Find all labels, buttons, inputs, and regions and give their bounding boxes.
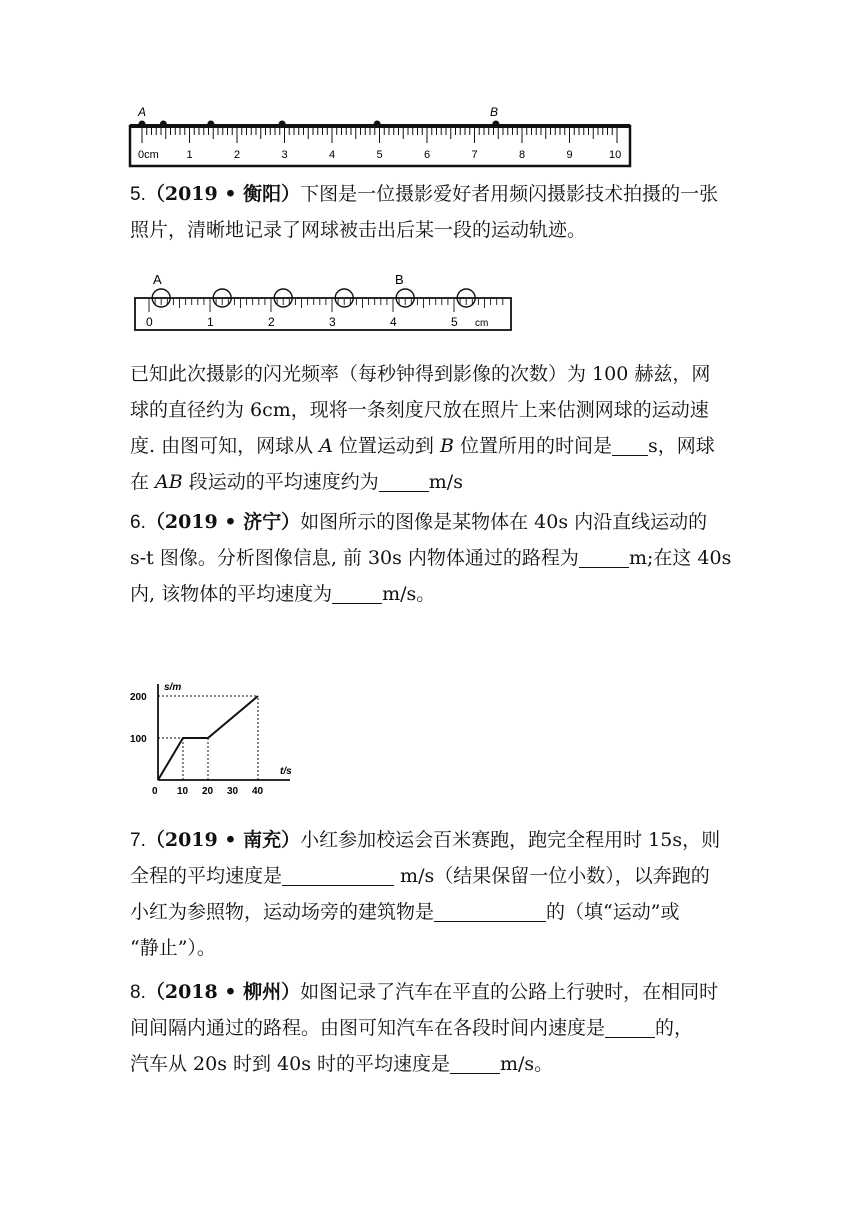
s-t-graph [128, 676, 308, 796]
ball-dot [207, 121, 214, 128]
question-6-line-3: 内, 该物体的平均速度为 m/s。 [130, 583, 436, 605]
ruler-tick-label: 4 [329, 149, 336, 161]
tennis-ball-ruler-figure [125, 268, 525, 340]
question-8-line-3: 汽车从 20s 时到 40s 时的平均速度是 m/s。 [130, 1053, 554, 1075]
x-tick-label: 10 [177, 786, 189, 796]
ball-dot [492, 121, 499, 128]
question-5-text: 下图是一位摄影爱好者用频闪摄影技术拍摄的一张 [300, 183, 719, 205]
ball-dot [374, 121, 381, 128]
answer-blank-avg-speed-7[interactable] [282, 865, 394, 886]
question-7-line-2: 全程的平均速度是 m/s（结果保留一位小数），以奔跑的 [130, 865, 710, 887]
question-8-number: 8. [130, 982, 146, 1003]
question-7-line-4: “静止”）。 [130, 937, 216, 959]
ruler-tick-label: 2 [268, 315, 275, 329]
ruler-tick-label: 3 [281, 149, 288, 161]
question-6-number: 6. [130, 512, 146, 533]
x-tick-label: 30 [227, 786, 239, 796]
answer-blank-speed[interactable] [379, 471, 429, 492]
ruler-tick-label: 9 [566, 149, 573, 161]
ruler-unit-label: 0cm [138, 149, 159, 161]
ruler-tick-label: 1 [186, 149, 193, 161]
x-axis-label: t/s [280, 766, 292, 777]
question-8-line-2: 间间隔内通过的路程。由图可知汽车在各段时间内速度是 的， [130, 1017, 694, 1039]
question-6-source: （2019 • 济宁） [145, 511, 301, 533]
question-8-line-1: 8.（2018 • 柳州）如图记录了汽车在平直的公路上行驶时，在相同时 [130, 981, 719, 1003]
ruler-tick-label: 7 [471, 149, 478, 161]
question-8-source: （2018 • 柳州） [145, 981, 301, 1003]
ball-label-b: B [395, 272, 404, 287]
ruler-tick-label: 0 [146, 315, 153, 329]
answer-blank-avg-speed-8[interactable] [450, 1053, 500, 1074]
ruler-tick-label: 5 [451, 315, 458, 329]
ruler-unit-label: cm [475, 318, 489, 329]
ball-dot [279, 121, 286, 128]
question-6-line-2: s-t 图像。分析图像信息, 前 30s 内物体通过的路程为 m;在这 40s [130, 547, 732, 569]
question-5-para-line-3: 度. 由图可知，网球从 A 位置运动到 B 位置所用的时间是 s，网球 [130, 435, 715, 457]
answer-blank-avg-speed[interactable] [332, 583, 382, 604]
question-5-line-1 [130, 176, 740, 213]
x-tick-label: 40 [252, 786, 264, 796]
ruler-tick-label: 10 [609, 149, 622, 161]
ruler-figure-top [120, 100, 640, 172]
ball-dot [160, 121, 167, 128]
point-b-label: B [490, 105, 499, 119]
question-7-line-3: 小红为参照物，运动场旁的建筑物是 的（填“运动”或 [130, 901, 680, 923]
question-5-para-line-2: 球的直径约为 6cm，现将一条刻度尺放在照片上来估测网球的运动速 [130, 399, 709, 421]
question-7-line-1: 7.（2019 • 南充）小红参加校运会百米赛跑，跑完全程用时 15s，则 [130, 829, 721, 851]
y-axis-label: s/m [164, 682, 182, 693]
ruler-tick-label: 8 [519, 149, 526, 161]
ball-label-a: A [153, 272, 162, 287]
question-7-number: 7. [130, 830, 146, 851]
x-tick-label: 20 [202, 786, 214, 796]
y-tick-label: 100 [130, 734, 147, 745]
ruler-tick-label: 3 [329, 315, 336, 329]
x-tick-label: 0 [152, 786, 158, 796]
answer-blank-speed-type[interactable] [605, 1017, 655, 1038]
ruler-tick-label: 2 [234, 149, 241, 161]
question-5-source: （2019 • 衡阳） [145, 183, 301, 205]
question-5-line-2: 照片，清晰地记录了网球被击出后某一段的运动轨迹。 [130, 219, 587, 241]
question-5-para-line-1: 已知此次摄影的闪光频率（每秒钟得到影像的次数）为 100 赫兹，网 [130, 363, 711, 385]
question-7-source: （2019 • 南充） [145, 829, 301, 851]
ruler-tick-label: 5 [376, 149, 383, 161]
answer-blank-motion-state[interactable] [434, 901, 546, 922]
point-a-label: A [138, 105, 147, 119]
ruler-tick-label: 6 [424, 149, 431, 161]
answer-blank-distance[interactable] [579, 547, 629, 568]
ruler-tick-label: 4 [390, 315, 397, 329]
question-5-para-line-4: 在 AB 段运动的平均速度约为 m/s [130, 471, 463, 493]
y-tick-label: 200 [130, 692, 147, 703]
question-5-number: 5. [130, 184, 146, 205]
question-6-line-1: 6.（2019 • 济宁）如图所示的图像是某物体在 40s 内沿直线运动的 [130, 511, 708, 533]
ruler-tick-label: 1 [207, 315, 214, 329]
answer-blank-time[interactable] [612, 435, 648, 456]
ball-dot [139, 121, 146, 128]
